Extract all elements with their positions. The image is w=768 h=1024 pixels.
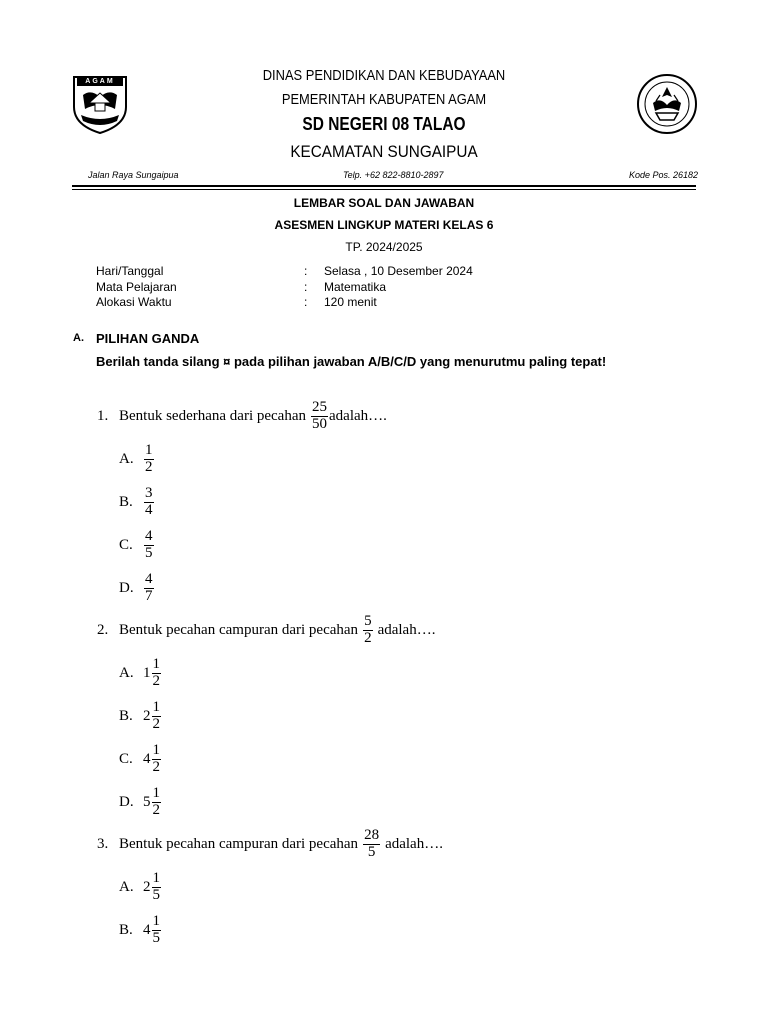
option-whole-number: 2 <box>143 878 151 895</box>
section-instruction: Berilah tanda silang ¤ pada pilihan jawaban A/B/C/D yang menurutmu paling tepat! <box>96 354 607 369</box>
option-label: A. <box>119 664 134 681</box>
option-whole-number: 5 <box>143 793 151 810</box>
option-label: A. <box>119 450 134 467</box>
answer-option-1c[interactable] <box>119 529 155 562</box>
fraction-denominator: 7 <box>145 587 153 604</box>
fraction-numerator: 3 <box>145 485 153 501</box>
agam-logo-text: AGAM <box>85 78 115 85</box>
question-suffix: adalah…. <box>377 621 436 638</box>
question-3 <box>97 828 443 861</box>
school-address: Jalan Raya Sungaipua <box>88 170 179 180</box>
fraction-denominator: 2 <box>364 629 372 646</box>
question-fraction <box>363 614 373 647</box>
question-fraction <box>311 400 328 433</box>
option-whole-number: 1 <box>143 664 151 681</box>
header-divider-thin <box>72 189 696 190</box>
school-postal-code: Kode Pos. 26182 <box>629 170 699 180</box>
info-value-time: 120 menit <box>324 295 377 309</box>
info-separator: : <box>304 264 308 278</box>
fraction-denominator: 2 <box>152 758 160 775</box>
info-value-subject: Matematika <box>324 280 387 294</box>
option-fraction <box>152 786 162 819</box>
question-text: Bentuk pecahan campuran dari pecahan <box>119 835 359 852</box>
fraction-numerator: 1 <box>152 699 160 715</box>
option-label: A. <box>119 878 134 895</box>
option-label: D. <box>119 793 134 810</box>
info-value-day-date: Selasa , 10 Desember 2024 <box>324 264 473 278</box>
answer-option-2a[interactable] <box>119 657 162 690</box>
option-label: B. <box>119 921 133 938</box>
answer-option-2b[interactable] <box>119 700 162 733</box>
option-fraction <box>152 871 162 904</box>
question-suffix: adalah…. <box>385 835 443 852</box>
fraction-numerator: 25 <box>312 399 327 415</box>
header-agency: DINAS PENDIDIKAN DAN KEBUDAYAAN <box>262 67 506 84</box>
fraction-denominator: 2 <box>145 458 153 475</box>
option-fraction <box>144 572 154 605</box>
info-label-time: Alokasi Waktu <box>96 295 172 309</box>
fraction-numerator: 1 <box>152 742 160 758</box>
question-number: 1. <box>97 407 109 424</box>
district-name: KECAMATAN SUNGAIPUA <box>290 142 478 161</box>
fraction-denominator: 2 <box>152 801 160 818</box>
answer-option-3b[interactable] <box>119 914 162 947</box>
option-label: B. <box>119 493 133 510</box>
document-title: LEMBAR SOAL DAN JAWABAN <box>293 196 475 210</box>
info-label-day-date: Hari/Tanggal <box>96 264 164 278</box>
question-number: 3. <box>97 835 109 852</box>
header-divider-thick <box>72 185 696 187</box>
fraction-numerator: 4 <box>145 571 153 587</box>
fraction-numerator: 1 <box>145 442 153 458</box>
school-phone: Telp. +62 822-8810-2897 <box>343 170 444 180</box>
option-fraction <box>144 486 154 519</box>
academic-year: TP. 2024/2025 <box>345 240 423 254</box>
answer-option-1a[interactable] <box>119 443 155 476</box>
fraction-denominator: 5 <box>152 929 160 946</box>
fraction-denominator: 50 <box>312 415 327 432</box>
answer-option-2d[interactable] <box>119 786 162 819</box>
answer-option-3a[interactable] <box>119 871 162 904</box>
option-whole-number: 2 <box>143 707 151 724</box>
option-fraction <box>152 743 162 776</box>
fraction-numerator: 1 <box>152 785 160 801</box>
info-label-subject: Mata Pelajaran <box>96 280 177 294</box>
section-title: PILIHAN GANDA <box>96 331 200 346</box>
option-label: B. <box>119 707 133 724</box>
fraction-numerator: 1 <box>152 656 160 672</box>
fraction-numerator: 28 <box>364 827 380 843</box>
fraction-denominator: 5 <box>145 544 153 561</box>
question-2 <box>97 614 435 647</box>
option-fraction <box>152 700 162 733</box>
header-government: PEMERINTAH KABUPATEN AGAM <box>281 91 487 108</box>
fraction-numerator: 1 <box>152 913 160 929</box>
option-fraction <box>152 914 162 947</box>
info-separator: : <box>304 280 308 294</box>
info-separator: : <box>304 295 308 309</box>
fraction-denominator: 2 <box>152 715 160 732</box>
fraction-numerator: 1 <box>152 870 160 886</box>
document-subtitle: ASESMEN LINGKUP MATERI KELAS 6 <box>274 218 494 232</box>
answer-option-1d[interactable] <box>119 572 155 605</box>
option-label: C. <box>119 536 133 553</box>
option-fraction <box>152 657 162 690</box>
question-number: 2. <box>97 621 109 638</box>
fraction-denominator: 5 <box>152 886 160 903</box>
option-label: C. <box>119 750 133 767</box>
question-fraction <box>363 828 380 861</box>
question-text: Bentuk sederhana dari pecahan <box>119 407 306 424</box>
question-1 <box>97 400 387 433</box>
fraction-denominator: 4 <box>145 501 153 518</box>
answer-option-1b[interactable] <box>119 486 155 519</box>
fraction-numerator: 4 <box>145 528 153 544</box>
section-letter: A. <box>73 332 84 344</box>
question-suffix: adalah…. <box>329 407 387 424</box>
option-label: D. <box>119 579 134 596</box>
answer-option-2c[interactable] <box>119 743 162 776</box>
fraction-denominator: 5 <box>367 843 376 860</box>
school-name: SD NEGERI 08 TALAO <box>302 114 466 134</box>
option-fraction <box>144 529 154 562</box>
question-text: Bentuk pecahan campuran dari pecahan <box>119 621 359 638</box>
option-whole-number: 4 <box>143 750 151 767</box>
option-fraction <box>144 443 154 476</box>
option-whole-number: 4 <box>143 921 151 938</box>
fraction-denominator: 2 <box>152 672 160 689</box>
fraction-numerator: 5 <box>364 613 372 629</box>
